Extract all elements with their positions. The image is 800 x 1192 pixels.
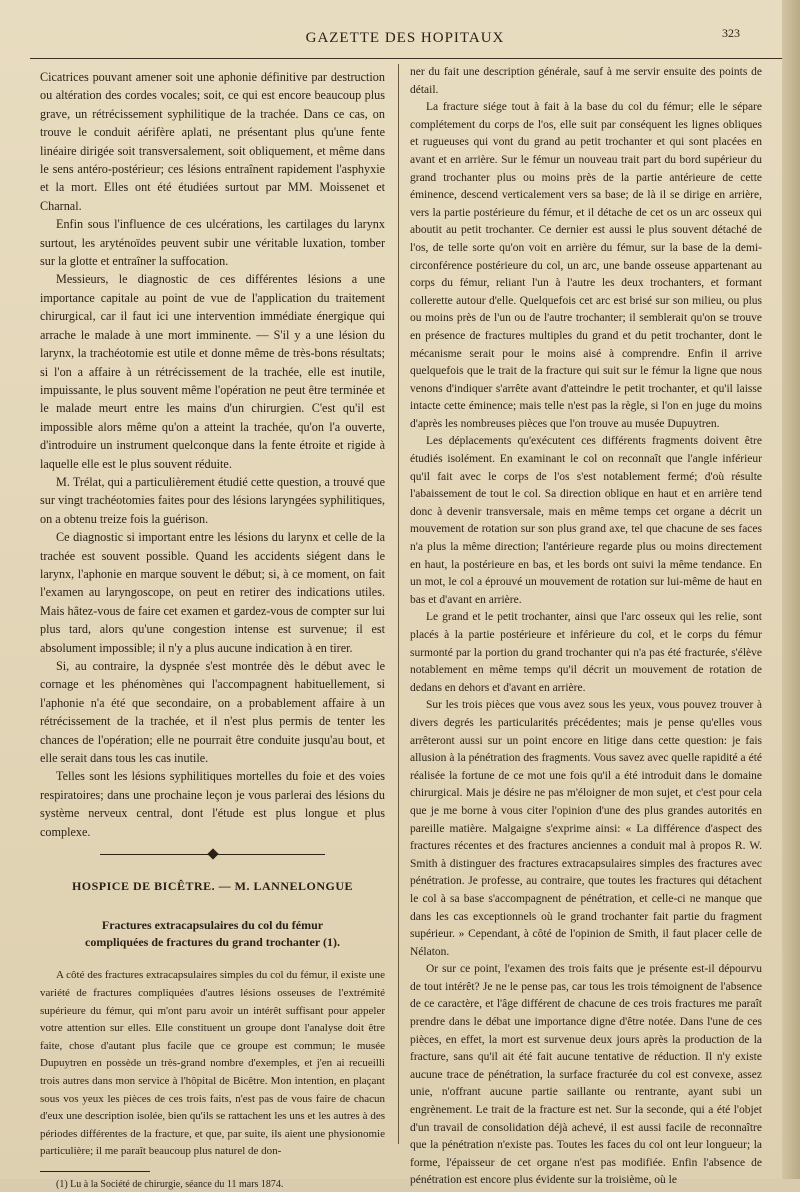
page-number: 323 bbox=[722, 26, 740, 40]
page-header bbox=[40, 24, 770, 54]
paragraph: Cicatrices pouvant amener soit une aphonie définitive par destruction ou altération des cordes vocales; soit, ce qui est encore beaucoup plus grave, un rétrécissement syphilitique de la trachée. Dans ce cas, on trouve le conduit aérifère aplati, ne présentant plus qu'une fente linéaire dirigée soit transversalement, soit obliquement, et même dans le sens antéro-postérieur; ces lésions entraînent rapidement l'asphyxie et la mort. Elles ont été étudiées surtout par MM. Moissenet et Charnal. bbox=[40, 70, 385, 213]
article-title-line: compliquées de fractures du grand trochanter (1). bbox=[85, 935, 340, 950]
paragraph: Les déplacements qu'exécutent ces différents fragments doivent être étudiés isolément. En examinant le col on reconnaît que l'angle inférieur qu'il fait avec le corps de l'os s'est notablement fermé; d'où résulte l'abaissement de tout le col. Sa direction oblique en haut et en arrière tend donc à devenir transversale, mais en même temps cet organe a décrit un mouvement de rotation sur son plus grand axe, tel que chacune de ses faces n'a plus la même direction; l'antérieure regarde plus ou moins directement en haut, la postérieure en bas, et les bords ont suivi la même tendance. En un mot, le col a éprouvé un mouvement de rotation sur lui-même de haut en bas et d'avant en arrière. bbox=[410, 435, 762, 606]
paragraph: A côté des fractures extracapsulaires simples du col du fémur, il existe une variété de fractures compliquées d'autres lésions osseuses de l'extrémité supérieure du fémur, qui m'ont paru avoir un intérêt suffisant pour appeler votre attention sur elles. Elle constituent un groupe dont l'analyse doit être faite, chose d'autant plus facile que ce groupe est commun; le musée Dupuytren en possède un très-grand nombre d'exemples, et j'en ai recueilli trois autres dans mon service à l'hôpital de Bicêtre. Mon intention, en plaçant sous vos yeux les pièces de ces trois faits, n'est pas de vous faire de chacun d'eux une description isolée, bien qu'ils se rattachent les uns et les autres à des périodes différentes de la fracture, et que, par suite, ils aient une physionomie particulière; il me paraît beaucoup plus naturel de don- bbox=[40, 969, 385, 1158]
paragraph: Ce diagnostic si important entre les lésions du larynx et celle de la trachée est souvent possible. Quand les accidents siégent dans le larynx, l'aphonie en marque souvent le début; si, à ce moment, on fait l'examen au laryngoscope, on peut en retirer des indications utiles. Mais hâtez-vous de faire cet examen et gardez-vous de compter sur lui plus tard, alors qu'une congestion intense est survenue; il est absolument impossible; il n'y a plus aucune indication à en tirer. bbox=[40, 530, 385, 655]
article-title bbox=[40, 917, 385, 951]
left-column bbox=[40, 68, 385, 1192]
footnote-rule bbox=[40, 1171, 150, 1172]
section-separator bbox=[40, 845, 385, 863]
paragraph: Le grand et le petit trochanter, ainsi que l'arc osseux qui les relie, sont placés à la partie postérieure et inférieure du col, et le corps du fémur surmonté par la portion du grand trochanter qui n'a pas été fracturée, s'élève notablement en même temps qu'il décrit un mouvement de rotation de dedans en dehors et d'avant en arrière. bbox=[410, 611, 762, 694]
paragraph: Or sur ce point, l'examen des trois faits que je présente est-il dépourvu de tout intérêt? Je ne le pense pas, car tous les trois témoignent de l'absence de ce caractère, et l'âge différent de chacune de ces trois fractures me paraît prendre dans le débat une importance digne d'être notée. Dans l'une de ces pièces, en effet, la mort est survenue deux jours après la production de la fracture, sans qu'il ait été fait aucune tentative de réduction. Il n'y existe aucune trace de pénétration, la surface fracturée du col est convexe, assez unie, n'offrant aucune partie saillante ou rentrante, ayant subi un engrènement. Le trait de la fracture est net. Sur la seconde, qui a été l'objet d'un travail de consolidation déjà achevé, il est aussi facile de reconnaître que la pénétration n'existe pas. Toutes les faces du col ont leur longueur; la forme, l'épaisseur de cet organe n'est pas modifiée. Enfin l'absence de pénétration est encore plus évidente sur la troisième, où le bbox=[410, 963, 762, 1187]
running-title: GAZETTE DES HOPITAUX bbox=[305, 30, 505, 46]
paragraph: ner du fait une description générale, sauf à me servir ensuite des points de détail. bbox=[410, 66, 762, 96]
right-column bbox=[410, 64, 762, 1190]
section-heading: HOSPICE DE BICÊTRE. — M. LANNELONGUE bbox=[71, 879, 354, 894]
binding-edge bbox=[782, 0, 800, 1179]
paragraph: M. Trélat, qui a particulièrement étudié cette question, a trouvé que sur vingt trachéotomies faites pour des lésions laryngées syphilitiques, on a obtenu treize fois la guérison. bbox=[40, 474, 385, 526]
paragraph: Telles sont les lésions syphilitiques mortelles du foie et des voies respiratoires; dans une prochaine leçon je vous parlerai des lésions du système nerveux central, dont l'étude est plus longue et plus complexe. bbox=[40, 769, 385, 839]
paragraph: La fracture siége tout à fait à la base du col du fémur; elle le sépare complétement du corps de l'os, elle suit par conséquent les lignes obliques et rugueuses qui vont du grand au petit trochanter et qui sont placées en avant et en arrière. Sur le fémur un nouveau trait part du bord supérieur du grand trochanter plus ou moins près de la partie antérieure de cette éminence, descend verticalement vers sa base; de là il se dirige en arrière, vers la partie postérieure du fémur, et il détache de cet os un arc osseux qui aboutit au petit trochanter. Ce dernier est aussi le plus souvent détaché de l'os, de telle sorte qu'on voit en arrière du fémur, sur la base de la demi-circonférence postérieure du col, un arc, une bande osseuse appartenant au corps du fémur, reliant l'un à l'autre les deux trochanters, et formant collerette autour d'elle. Quelquefois cet arc est brisé sur son milieu, ou plus ou moins près de l'un ou de l'autre trochanter; il semblerait qu'on se trouve en présence de fractures multiples du grand et du petit trochanter, dont le mécanisme serait pour le moins aisé à comprendre. Enfin il arrive quelquefois que le trait de la fracture qui suit sur le fémur la ligne que nous venons d'indiquer s'arrête avant d'atteindre le petit trochanter, et qu'il laisse intacte cette éminence; mais telle n'est pas la règle, si l'on en juge du moins d'après les nombreuses pièces que l'on trouve au musée Dupuytren. bbox=[410, 101, 762, 430]
paragraph: Si, au contraire, la dyspnée s'est montrée dès le début avec le cornage et les phénomènes qui l'accompagnent habituellement, si l'aphonie n'a été que secondaire, on a probablement affaire à un rétrécissement de la trachée, et il n'est plus permis de tenter les chances de l'opération; elle ne pourrait être conduite jusqu'au bout, et elle serait dans tous les cas inutile. bbox=[40, 659, 385, 766]
header-rule bbox=[30, 58, 790, 59]
paragraph: Enfin sous l'influence de ces ulcérations, les cartilages du larynx surtout, les aryténoïdes peuvent subir une véritable luxation, tomber sur la glotte et entraîner la suffocation. bbox=[40, 217, 385, 269]
article-title-line: Fractures extracapsulaires du col du fémur bbox=[101, 918, 324, 933]
paragraph: Sur les trois pièces que vous avez sous les yeux, vous pouvez trouver à divers degrés les particularités précédentes; mais je pense qu'elles vous arrêteront aussi sur un point encore en litige dans cette question: je fais allusion à la pénétration des fragments. Vous savez avec quelle rapidité a été réalisée la fortune de ce mot une fois qu'il a été introduit dans le domaine chirurgical. Mais je désire ne pas m'éloigner de mon sujet, et c'est pour cela que je me borne à vous citer l'opinion d'une des plus grandes autorités en pareille matière. Malgaigne s'exprime ainsi: « La différence d'aspect des fractures récentes et des fractures anciennes a conduit mal à propos R. W. Smith à distinguer des fractures extracapsulaires simples des fractures avec pénétration. Je professe, au contraire, que toutes les fractures qui détachent le col à sa base s'accompagnent de pénétration, et celle-ci ne manque que dans les cas exceptionnels où le grand trochanter fait partie du fragment supérieur. » Cependant, à côté de l'opinion de Smith, il faut placer celle de Nélaton. bbox=[410, 699, 762, 958]
column-rule bbox=[398, 64, 399, 1144]
paragraph: Messieurs, le diagnostic de ces différentes lésions a une importance capitale au point de vue de l'application du traitement chirurgical, car il faut ici une intervention immédiate énergique qui arrache le malade à une mort imminente. — S'il y a une lésion du larynx, la trachéotomie est utile et donne même de très-bons résultats; si l'on a affaire à un rétrécissement de la trachée, elle est inutile, impuissante, le plus souvent même l'opération ne peut être terminée et le malade meurt entre les mains d'un chirurgien. C'est qu'il est impossible alors même qu'on a atteint la trachée, qu'on l'a ouverte, d'introduire un instrument quelconque dans la fente étroite et rigide à laquelle elle est le plus souvent réduite. bbox=[40, 272, 385, 471]
footnote: (1) Lu à la Société de chirurgie, séance du 11 mars 1874. bbox=[56, 1179, 284, 1190]
separator-ornament bbox=[207, 848, 218, 859]
